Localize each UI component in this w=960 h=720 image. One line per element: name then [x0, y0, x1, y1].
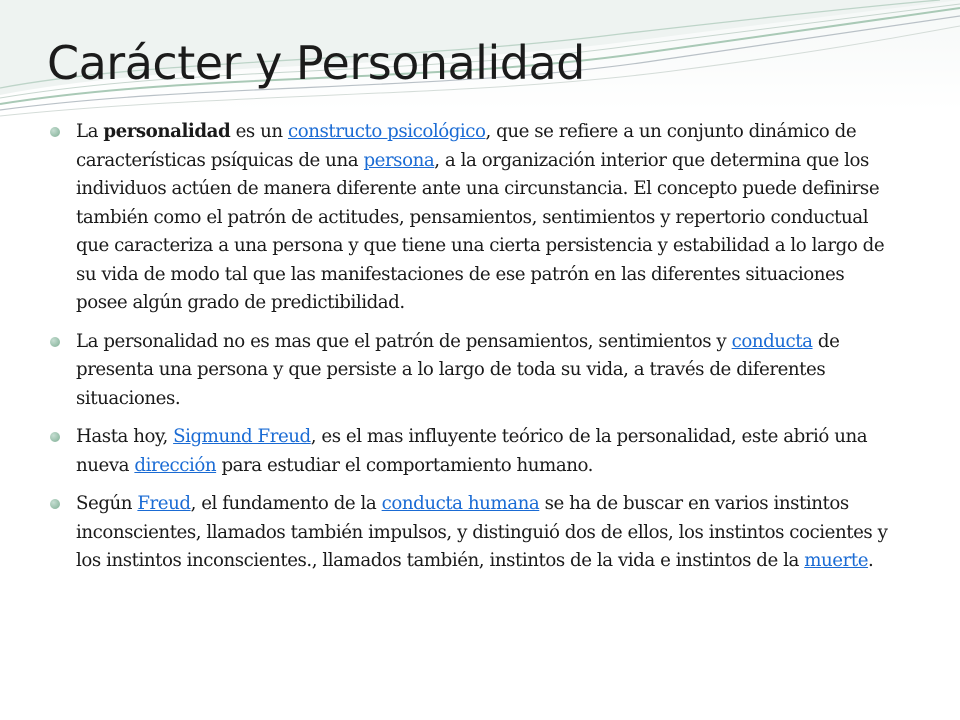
bullet-item [50, 490, 890, 576]
link-conducta-humana[interactable]: conducta humana [381, 493, 540, 514]
bullet-text: Según [76, 493, 138, 514]
bullet-text: es un [230, 121, 288, 142]
bullet-text: . [868, 550, 874, 571]
link-freud[interactable]: Freud [137, 493, 191, 514]
bullet-text: para estudiar el comportamiento humano. [216, 454, 594, 476]
bullet-text: , que se refiere a un conjunto dinámico de características psíquicas de una [76, 121, 857, 171]
bullet-text: La personalidad no es mas que el patrón de pensamientos, sentimientos y [76, 330, 732, 352]
bullet-item [50, 328, 890, 414]
bullet-text: , a la organización interior que determina que los individuos actúen de manera diferente ante una circunstancia. El concepto puede definirse también como el patrón de actitudes, pensamientos, sentimientos y repertorio conductual que caracteriza a una persona y que tiene una cierta persistencia y estabilidad a lo largo de su vida de modo tal que las manifestaciones de ese patrón en las diferentes situaciones posee algún grado de predictibilidad. [76, 149, 885, 313]
bullet-text: , el fundamento de la [190, 493, 382, 514]
bullet-dot-icon [50, 127, 60, 137]
bullet-bold-term: personalidad [103, 121, 231, 142]
link-direccion[interactable]: dirección [134, 454, 217, 476]
slide-body [50, 118, 890, 586]
bullet-dot-icon [50, 499, 60, 509]
slide-title: Carácter y Personalidad [47, 36, 585, 90]
bullet-dot-icon [50, 432, 60, 442]
bullet-text: se ha de buscar en varios instintos inconscientes, llamados también impulsos, y distinguió dos de ellos, los instintos cocientes y los instintos inconscientes., llamados también, instintos de la vida e instintos de la [76, 493, 888, 571]
bullet-item [50, 118, 890, 318]
bullet-text: Hasta hoy, [76, 426, 174, 447]
link-constructo-psicologico[interactable]: constructo psicológico [287, 121, 486, 142]
bullet-dot-icon [50, 337, 60, 347]
bullet-item [50, 423, 890, 480]
link-muerte[interactable]: muerte [804, 550, 869, 571]
bullet-text: La [76, 121, 104, 142]
link-sigmund-freud[interactable]: Sigmund Freud [173, 426, 311, 447]
link-persona[interactable]: persona [363, 149, 435, 171]
link-conducta[interactable]: conducta [731, 330, 813, 352]
bullet-text: , es el mas influyente teórico de la personalidad, este abrió una nueva [76, 426, 868, 476]
bullet-text: de presenta una persona y que persiste a lo largo de toda su vida, a través de diferentes situaciones. [76, 330, 840, 409]
